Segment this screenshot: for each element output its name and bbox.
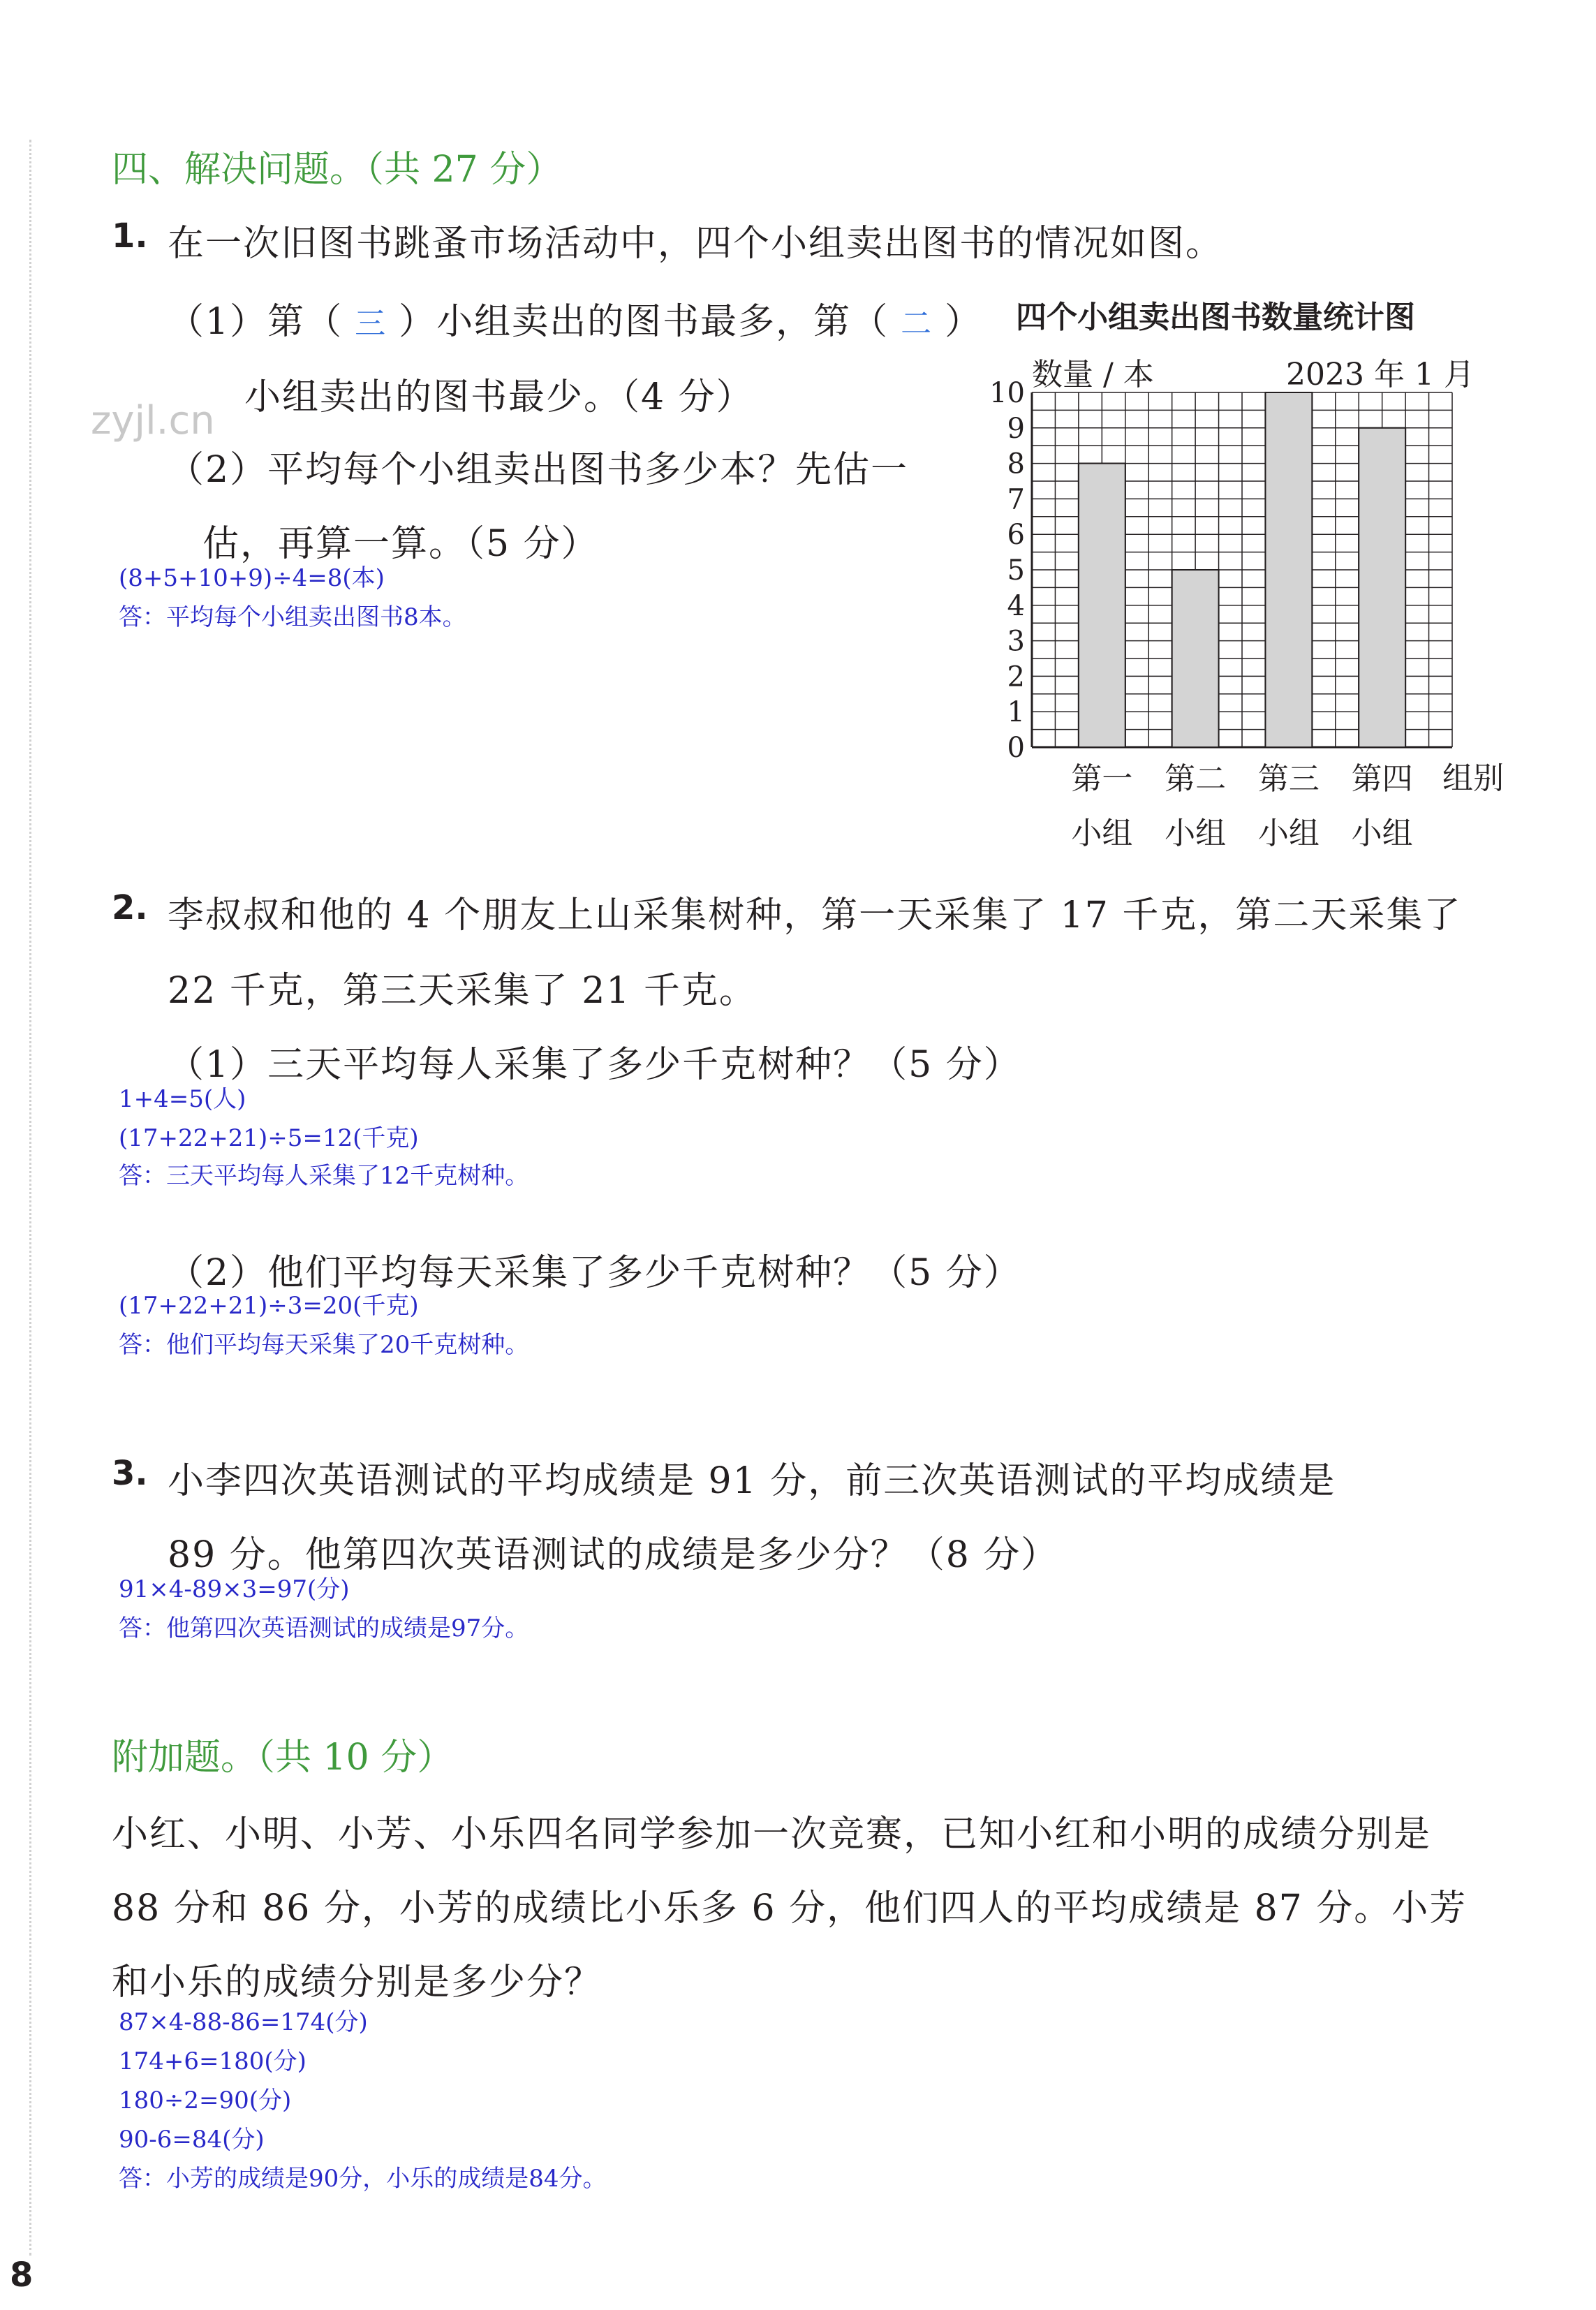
y-tick-label: 8	[1007, 448, 1025, 480]
q1-part1-suffix: ）	[945, 301, 983, 343]
chart-date-note: 2023 年 1 月	[1286, 357, 1475, 392]
q1-answer-least: 二	[901, 306, 933, 341]
bar-fill-2	[1172, 570, 1219, 747]
x-category-label: 小组	[1071, 816, 1133, 851]
q1-part1-middle: ）小组卖出的图书最多，第（	[399, 301, 889, 343]
x-category-label: 小组	[1257, 816, 1320, 851]
q1-part1-line1	[168, 292, 982, 344]
bonus-line1: 小红、小明、小芳、小乐四名同学参加一次竞赛，已知小红和小明的成绩分别是	[112, 1814, 1432, 1855]
bonus-answer-4: 90-6=84(分)	[119, 2126, 265, 2154]
section-title: 四、解决问题。（共 27 分）	[112, 149, 563, 191]
q1-part2-line1: （2）平均每个小组卖出图书多少本？先估一	[168, 449, 909, 491]
y-tick-label: 5	[1007, 554, 1025, 587]
q3-answer-calc: 91×4-89×3=97(分)	[119, 1575, 350, 1603]
bonus-line3: 和小乐的成绩分别是多少分？	[112, 1962, 603, 2003]
q2-part1-answer-3: 答：三天平均每人采集了12千克树种。	[119, 1162, 529, 1190]
q2-part2-answer-2: 答：他们平均每天采集了20千克树种。	[119, 1331, 529, 1359]
question-1-text: 在一次旧图书跳蚤市场活动中，四个小组卖出图书的情况如图。	[168, 223, 1224, 265]
q1-answer-most: 三	[355, 306, 387, 341]
x-category-label: 小组	[1165, 816, 1227, 851]
y-tick-label: 7	[1007, 483, 1025, 516]
question-2-line1: 李叔叔和他的 4 个朋友上山采集树种，第一天采集了 17 千克，第二天采集了	[168, 895, 1462, 936]
question-3-line1: 小李四次英语测试的平均成绩是 91 分，前三次英语测试的平均成绩是	[168, 1460, 1336, 1502]
margin-dotted-line	[29, 140, 31, 2256]
bonus-title: 附加题。（共 10 分）	[112, 1737, 454, 1779]
q2-part1-answer-2: (17+22+21)÷5=12(千克)	[119, 1124, 419, 1152]
bar-fill-4	[1359, 428, 1405, 747]
bonus-line2: 88 分和 86 分，小芳的成绩比小乐多 6 分，他们四人的平均成绩是 87 分。小芳	[112, 1888, 1468, 1929]
x-category-label: 小组	[1351, 816, 1413, 851]
y-tick-label: 2	[1007, 661, 1025, 693]
y-tick-label: 3	[1007, 625, 1025, 658]
bar-fill-1	[1079, 464, 1125, 747]
bonus-answer-3: 180÷2=90(分)	[119, 2087, 292, 2114]
q3-answer-statement: 答：他第四次英语测试的成绩是97分。	[119, 1614, 529, 1642]
q1-part1-prefix: （1）第（	[168, 301, 343, 343]
chart-y-axis-label: 数量 / 本	[1032, 357, 1154, 392]
watermark: zyjl.cn	[91, 398, 215, 443]
bar-fill-3	[1265, 392, 1312, 747]
q1-part1-line2: 小组卖出的图书最少。（4 分）	[244, 376, 754, 418]
bar-chart	[977, 377, 1480, 866]
question-number-3: 3.	[112, 1454, 148, 1493]
question-number-1: 1.	[112, 216, 148, 256]
y-tick-label: 0	[1007, 732, 1025, 764]
y-tick-label: 6	[1007, 519, 1025, 552]
q2-part2-answer-1: (17+22+21)÷3=20(千克)	[119, 1292, 419, 1320]
q1-answer-statement: 答：平均每个小组卖出图书8本。	[119, 603, 466, 631]
x-category-label: 第二	[1165, 761, 1227, 797]
q2-part2: （2）他们平均每天采集了多少千克树种？（5 分）	[168, 1252, 1021, 1294]
chart-x-axis-label: 组别	[1442, 760, 1504, 796]
bonus-answer-5: 答：小芳的成绩是90分，小乐的成绩是84分。	[119, 2165, 607, 2193]
q1-part2-line2: 估，再算一算。（5 分）	[202, 523, 599, 565]
chart-title: 四个小组卖出图书数量统计图	[1016, 300, 1415, 335]
y-tick-label: 9	[1007, 412, 1025, 445]
bonus-answer-2: 174+6=180(分)	[119, 2047, 306, 2075]
x-category-label: 第四	[1351, 761, 1413, 797]
q2-part1-answer-1: 1+4=5(人)	[119, 1085, 246, 1113]
x-category-label: 第三	[1257, 761, 1320, 797]
bonus-answer-1: 87×4-88-86=174(分)	[119, 2008, 368, 2036]
page-number: 8	[10, 2256, 34, 2295]
y-tick-label: 4	[1007, 589, 1025, 622]
question-2-line2: 22 千克，第三天采集了 21 千克。	[168, 970, 757, 1012]
question-3-line2: 89 分。他第四次英语测试的成绩是多少分？（8 分）	[168, 1534, 1059, 1576]
x-category-label: 第一	[1071, 761, 1133, 797]
q1-answer-calc: (8+5+10+9)÷4=8(本)	[119, 564, 385, 592]
question-number-2: 2.	[112, 888, 148, 927]
y-tick-label: 1	[1007, 696, 1025, 729]
y-tick-label: 10	[989, 377, 1025, 409]
q2-part1: （1）三天平均每人采集了多少千克树种？（5 分）	[168, 1044, 1021, 1086]
